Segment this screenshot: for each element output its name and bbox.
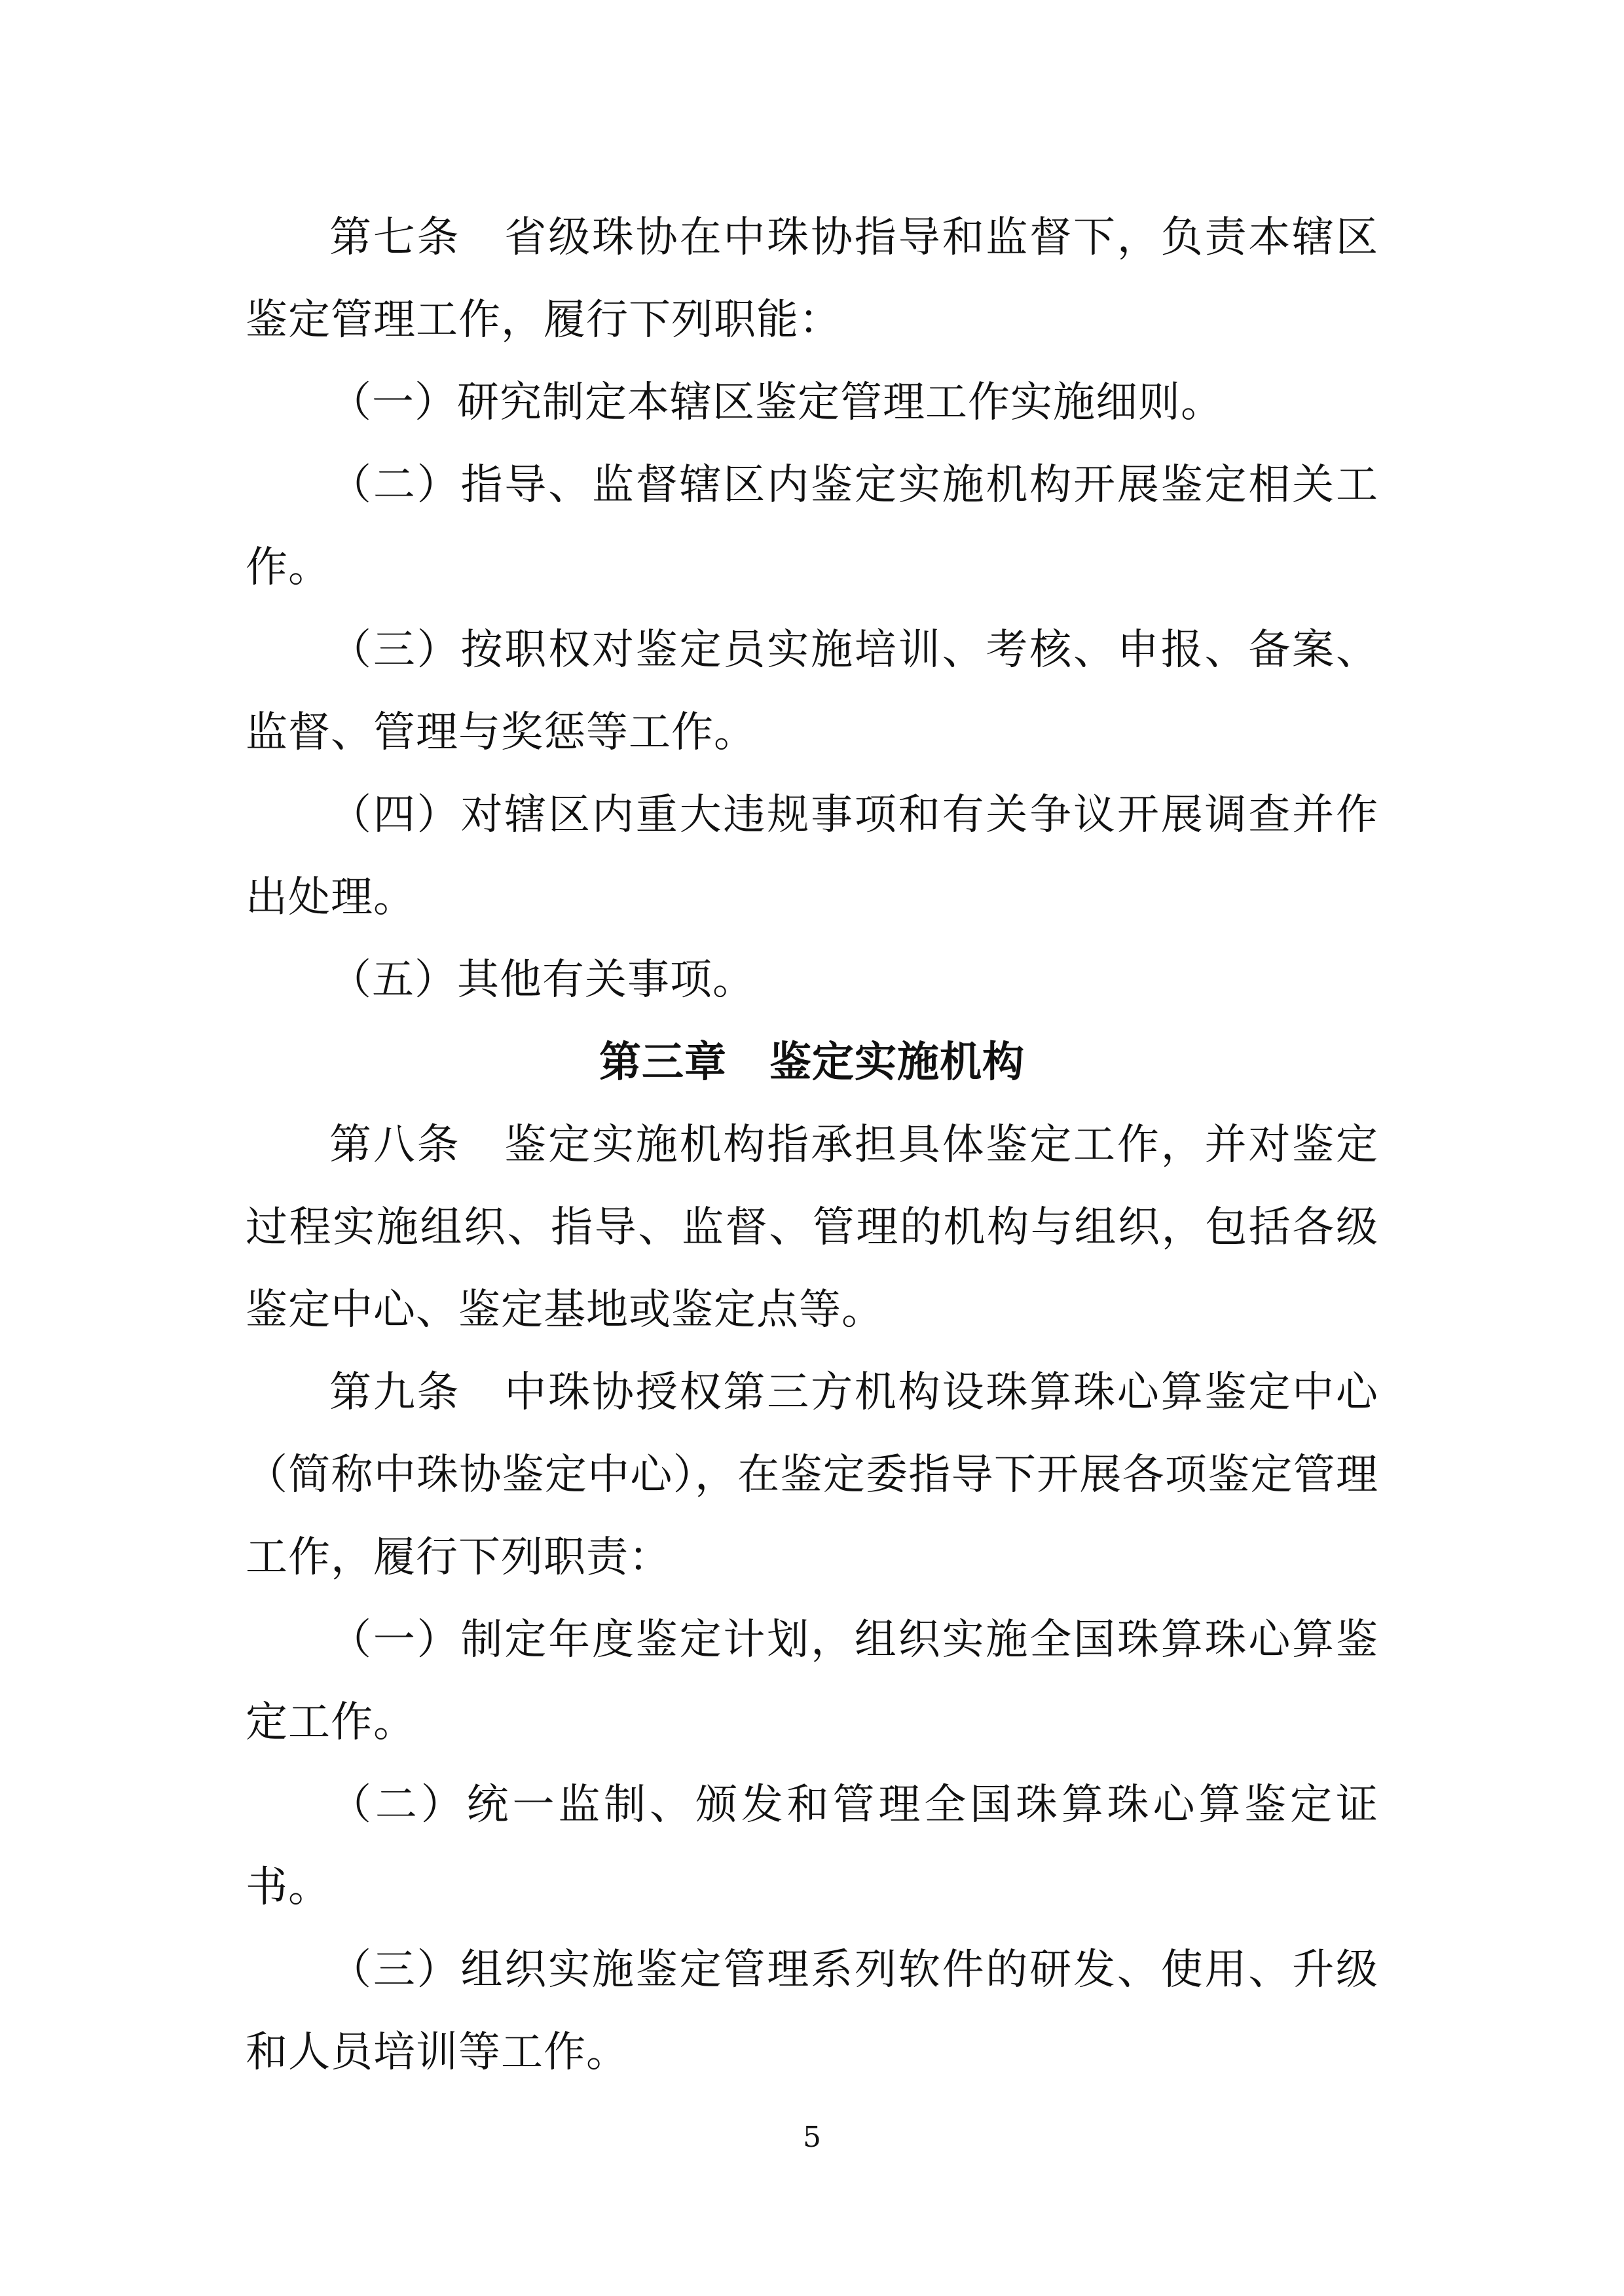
article-7-item-2: （二）指导、监督辖区内鉴定实施机构开展鉴定相关工作。 [246,461,1378,592]
chapter-title: 第三章 鉴定实施机构 [599,1038,1025,1087]
page-number: 5 [803,2121,821,2154]
article-8-paragraph: 第八条 鉴定实施机构指承担具体鉴定工作，并对鉴定过程实施组织、指导、监督、管理的机构与组织，包括各级鉴定中心、鉴定基地或鉴定点等。 [246,1121,1378,1334]
document-body [246,196,1378,2094]
article-9-item-3: （三）组织实施鉴定管理系列软件的研发、使用、升级和人员培训等工作。 [246,1946,1378,2077]
article-9-item-2: （二）统一监制、颁发和管理全国珠算珠心算鉴定证书。 [246,1781,1378,1912]
article-7-item-1: （一）研究制定本辖区鉴定管理工作实施细则。 [329,378,1223,427]
article-7-item-3: （三）按职权对鉴定员实施培训、考核、申报、备案、监督、管理与奖惩等工作。 [246,626,1378,757]
article-7-paragraph: 第七条 省级珠协在中珠协指导和监督下，负责本辖区鉴定管理工作，履行下列职能： [246,213,1378,344]
article-7-item-4: （四）对辖区内重大违规事项和有关争议开展调查并作出处理。 [246,791,1378,922]
article-7-item-5: （五）其他有关事项。 [329,956,755,1004]
article-9-paragraph: 第九条 中珠协授权第三方机构设珠算珠心算鉴定中心（简称中珠协鉴定中心），在鉴定委指导下开展各项鉴定管理工作，履行下列职责： [246,1368,1378,1582]
article-9-item-1: （一）制定年度鉴定计划，组织实施全国珠算珠心算鉴定工作。 [246,1616,1378,1747]
